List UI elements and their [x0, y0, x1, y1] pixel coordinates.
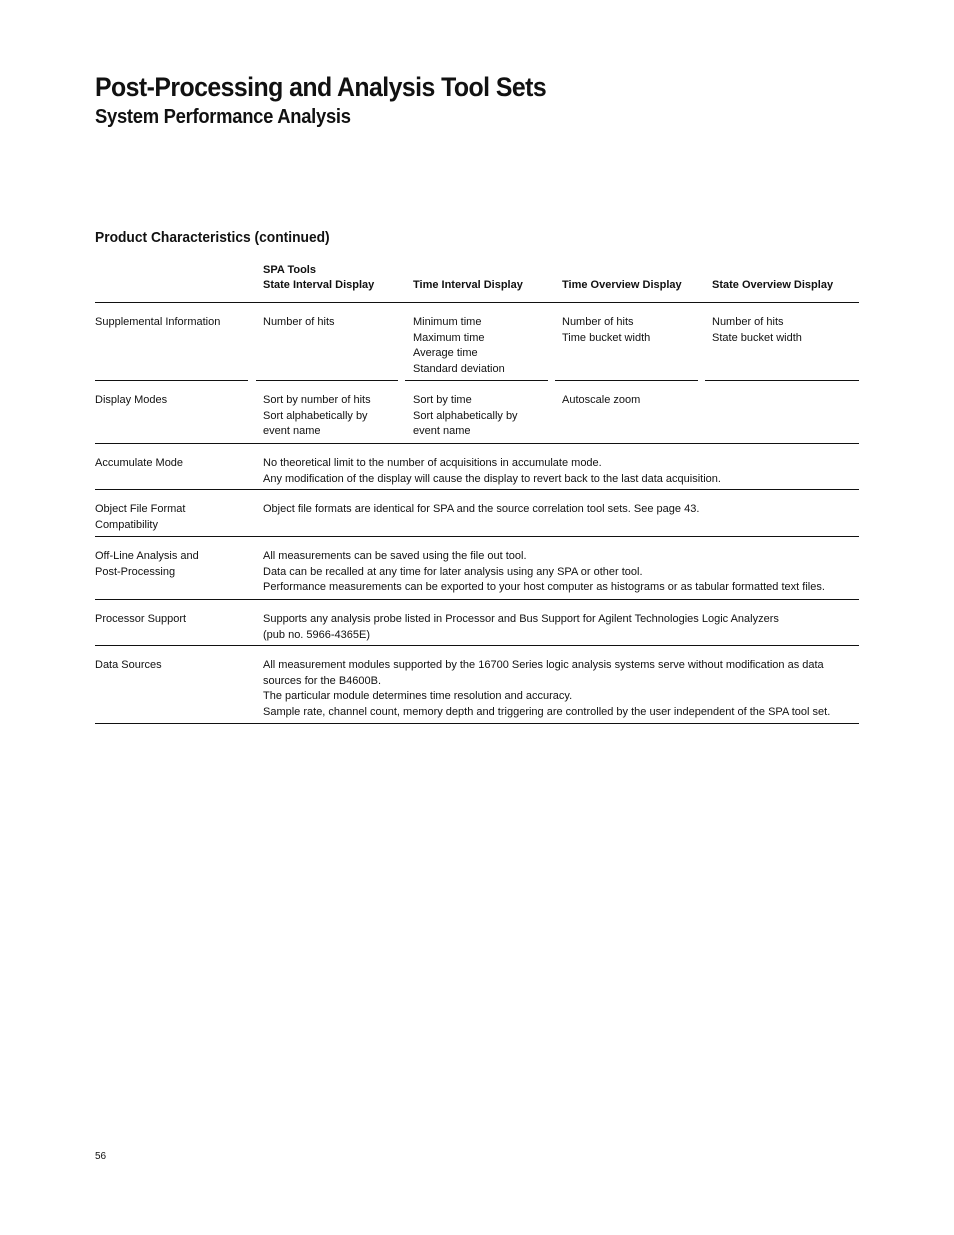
table-header [95, 262, 859, 303]
characteristics-table [95, 262, 859, 724]
table-row [95, 444, 859, 490]
row-content: All measurement modules supported by the 16700 Series logic analysis systems serve without modification as data sources for the B4600B. The particular module determines time resolution and accuracy. Sample rate, channel count, memory depth and triggering are controlled by the user independent of the SPA tool set. [263, 659, 831, 718]
row-content: All measurements can be saved using the file out tool. Data can be recalled at any time for later analysis using any SPA or other tool. Performance measurements can be exported to your host computer as histograms or as tabular formatted text files. [263, 550, 825, 594]
page-title: Post-Processing and Analysis Tool Sets [95, 72, 547, 102]
row-content: Object file formats are identical for SPA and the source correlation tool sets. See page 43. [263, 503, 700, 515]
header-col-label: State Interval Display [263, 279, 375, 292]
row-label: Display Modes [95, 394, 168, 406]
cell-time-interval: Sort by time Sort alphabetically by event name [413, 394, 518, 438]
row-label: Supplemental Information [95, 316, 221, 328]
row-rule [95, 723, 859, 724]
header-time-interval: Time Interval Display [413, 279, 523, 292]
header-group-label: SPA Tools [263, 263, 316, 276]
cell-time-overview: Autoscale zoom [562, 394, 641, 406]
table-row [95, 303, 859, 381]
cell-state-overview: Number of hits State bucket width [712, 316, 802, 344]
cell-time-interval: Minimum time Maximum time Average time Standard deviation [413, 316, 505, 375]
row-label: Off-Line Analysis and Post-Processing [95, 550, 199, 578]
table-row [95, 537, 859, 600]
header-time-overview: Time Overview Display [562, 279, 682, 292]
row-label: Object File Format Compatibility [95, 503, 186, 531]
cell-time-overview: Number of hits Time bucket width [562, 316, 651, 344]
header-state-overview: State Overview Display [712, 279, 834, 292]
table-row [95, 381, 859, 444]
row-label: Data Sources [95, 659, 162, 671]
page-subtitle: System Performance Analysis [95, 106, 351, 128]
page-number: 56 [95, 1151, 107, 1162]
row-content: No theoretical limit to the number of acquisitions in accumulate mode. Any modification of the display will cause the display to revert back to the last data acquisition. [263, 457, 721, 485]
cell-state-interval: Sort by number of hits Sort alphabetically by event name [263, 394, 371, 438]
row-label: Accumulate Mode [95, 457, 184, 469]
section-title: Product Characteristics (continued) [95, 229, 330, 246]
row-content: Supports any analysis probe listed in Processor and Bus Support for Agilent Technologies Logic Analyzers (pub no. 5966-4365E) [263, 613, 779, 641]
table-row [95, 600, 859, 646]
table-row [95, 646, 859, 724]
row-label: Processor Support [95, 613, 187, 625]
cell-state-interval: Number of hits [263, 316, 335, 328]
table-row [95, 490, 859, 537]
header-state-interval [263, 263, 374, 294]
